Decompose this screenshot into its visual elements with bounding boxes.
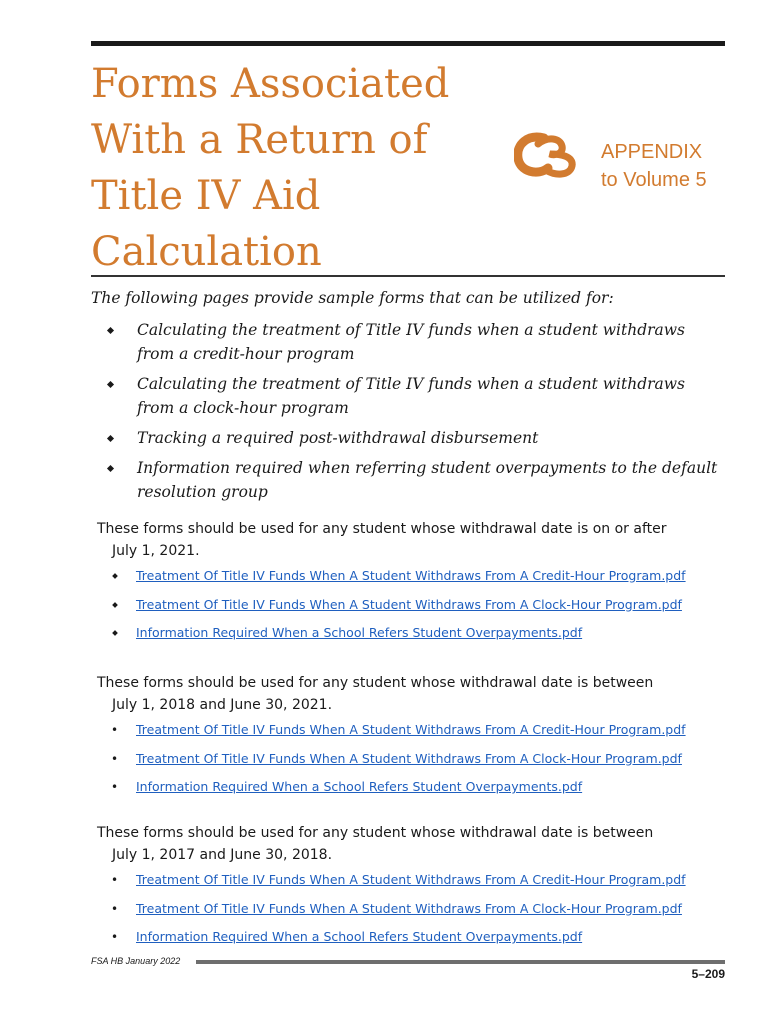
section-divider bbox=[91, 275, 725, 277]
title-line: Forms Associated bbox=[91, 61, 450, 107]
diamond-bullet-icon bbox=[112, 602, 118, 608]
title-line: Title IV Aid bbox=[91, 173, 321, 219]
appendix-volume: to Volume 5 bbox=[601, 169, 707, 191]
dot-bullet-icon: • bbox=[111, 873, 119, 887]
forms-section-2017-2018 bbox=[97, 822, 727, 957]
credit-hour-form-link[interactable]: Treatment Of Title IV Funds When A Student Withdraws From A Credit-Hour Program.pdf bbox=[136, 722, 686, 737]
section-heading-date: July 1, 2021. bbox=[112, 543, 200, 559]
section-heading-line: These forms should be used for any student whose withdrawal date is between bbox=[97, 675, 654, 691]
dot-bullet-icon: • bbox=[111, 723, 119, 737]
footer-label: FSA HB January 2022 bbox=[91, 956, 181, 966]
dot-bullet-icon: • bbox=[111, 930, 119, 944]
overpayments-form-link[interactable]: Information Required When a School Refers Student Overpayments.pdf bbox=[136, 625, 583, 640]
section-heading bbox=[97, 672, 727, 716]
usage-item-text: Calculating the treatment of Title IV funds when a student withdraws from a clock-hour program bbox=[137, 375, 685, 417]
form-link-item bbox=[97, 871, 727, 900]
section-heading-date: July 1, 2018 and June 30, 2021. bbox=[112, 697, 333, 713]
top-rule bbox=[91, 41, 725, 46]
appendix-title: APPENDIX bbox=[601, 141, 703, 163]
section-heading bbox=[97, 518, 727, 562]
appendix-logo-icon bbox=[514, 132, 586, 178]
intro-text: The following pages provide sample forms that can be utilized for: bbox=[91, 289, 614, 307]
usage-item bbox=[91, 426, 721, 450]
form-link-item bbox=[97, 567, 727, 596]
overpayments-form-link[interactable]: Information Required When a School Refers Student Overpayments.pdf bbox=[136, 929, 583, 944]
form-link-item bbox=[97, 750, 727, 779]
usage-item-text: Tracking a required post-withdrawal disbursement bbox=[137, 429, 539, 447]
dot-bullet-icon: • bbox=[111, 780, 119, 794]
form-link-list bbox=[97, 871, 727, 957]
usage-item bbox=[91, 318, 721, 366]
forms-section-2018-2021 bbox=[97, 672, 727, 807]
credit-hour-form-link[interactable]: Treatment Of Title IV Funds When A Student Withdraws From A Credit-Hour Program.pdf bbox=[136, 872, 686, 887]
section-heading-date: July 1, 2017 and June 30, 2018. bbox=[112, 847, 333, 863]
usage-item bbox=[91, 456, 721, 504]
usage-list bbox=[91, 318, 721, 510]
forms-section-2021 bbox=[97, 518, 727, 653]
section-heading-line: These forms should be used for any student whose withdrawal date is on or after bbox=[97, 521, 667, 537]
diamond-bullet-icon bbox=[112, 630, 118, 636]
form-link-item bbox=[97, 900, 727, 929]
usage-item-text: Information required when referring student overpayments to the default resolution group bbox=[137, 459, 718, 501]
clock-hour-form-link[interactable]: Treatment Of Title IV Funds When A Student Withdraws From A Clock-Hour Program.pdf bbox=[136, 750, 682, 766]
diamond-bullet-icon bbox=[112, 573, 118, 579]
form-link-item bbox=[97, 624, 727, 653]
usage-item bbox=[91, 372, 721, 420]
page-number: 5–209 bbox=[691, 967, 725, 981]
title-line: Calculation bbox=[91, 229, 322, 275]
credit-hour-form-link[interactable]: Treatment Of Title IV Funds When A Student Withdraws From A Credit-Hour Program.pdf bbox=[136, 568, 686, 583]
diamond-bullet-icon bbox=[107, 327, 114, 334]
form-link-list bbox=[97, 721, 727, 807]
diamond-bullet-icon bbox=[107, 381, 114, 388]
diamond-bullet-icon bbox=[107, 435, 114, 442]
form-link-item bbox=[97, 596, 727, 625]
footer-rule bbox=[196, 960, 725, 964]
form-link-list bbox=[97, 567, 727, 653]
dot-bullet-icon: • bbox=[111, 901, 119, 916]
clock-hour-form-link[interactable]: Treatment Of Title IV Funds When A Student Withdraws From A Clock-Hour Program.pdf bbox=[136, 596, 682, 612]
section-heading bbox=[97, 822, 727, 866]
form-link-item bbox=[97, 721, 727, 750]
title-line: With a Return of bbox=[91, 117, 428, 163]
diamond-bullet-icon bbox=[107, 465, 114, 472]
form-link-item bbox=[97, 928, 727, 957]
usage-item-text: Calculating the treatment of Title IV funds when a student withdraws from a credit-hour program bbox=[137, 321, 685, 363]
appendix-label bbox=[601, 138, 707, 194]
page-title bbox=[91, 56, 491, 280]
dot-bullet-icon: • bbox=[111, 751, 119, 766]
clock-hour-form-link[interactable]: Treatment Of Title IV Funds When A Student Withdraws From A Clock-Hour Program.pdf bbox=[136, 900, 682, 916]
section-heading-line: These forms should be used for any student whose withdrawal date is between bbox=[97, 825, 654, 841]
overpayments-form-link[interactable]: Information Required When a School Refers Student Overpayments.pdf bbox=[136, 779, 583, 794]
form-link-item bbox=[97, 778, 727, 807]
